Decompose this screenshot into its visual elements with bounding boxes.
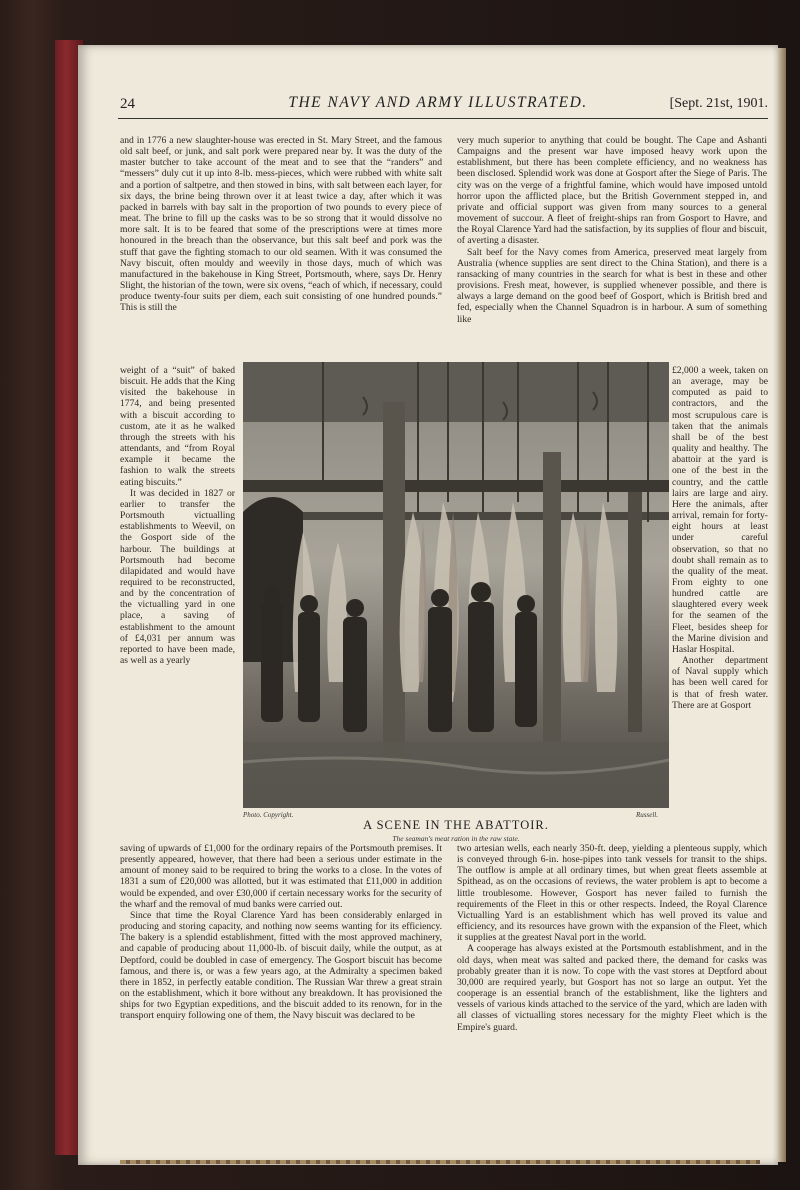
journal-title: THE NAVY AND ARMY ILLUSTRATED. [288,94,588,111]
paragraph: and in 1776 a new slaughter-house was erected in St. Mary Street, and the famous old salt beef, or junk, and salt pork were prepared near by. It was the duty of the master butcher to take account of the meat and to see that the “randers” and “messers” duly cut it up into 8-lb. mess-pieces, which were rubbed with white salt and a portion of saltpetre, and then stowed in bins, with salt between each layer, for six days, the brine being thrown over it at least twice a day, after which it was packed in barrels with bay salt in the proportion of two pounds to every piece of meat. The brine to fill up the casks was to be so strong that it would dissolve no more salt. It is to be feared that some of the prescriptions were at times more honoured in the breach than the observance, but this salt beef and pork was the stuff that gave the fighting stomach to our old seamen. With it was consumed the Navy biscuit, often mouldy and weevily in those days, much of which was manufactured in the bakehouse in King Street, Portsmouth, where, says Dr. Henry Slight, the historian of the town, were six ovens, “each of which, if necessary, could produce twenty-four suits per diem, each suit consisting of one hundred pounds.” This is still the [120,135,443,314]
page-edge [778,48,786,1162]
photo-credit-left: Photo. Copyright. [243,811,294,819]
paragraph: A cooperage has always existed at the Portsmouth establishment, and in the old days, when meat was salted and packed there, the demand for casks was probably greater than it is now. To cope with the vast stores at Deptford about 30,000 are required yearly, but Gosport has not so large an output. Yet the cooperage is an essential branch of the establishment, like the lighters and vessels of various kinds attached to the service of the yard, which are laden with all classes of victualling stores necessary for the mighty Fleet which is the Empire's guard. [457,943,767,1033]
abattoir-photograph [243,362,669,808]
paragraph: weight of a “suit” of baked biscuit. He adds that the King visited the bakehouse in 1774, and being presented with a biscuit according to custom, ate it as he walked through the streets with his attendants, and “from Royal example it became the fashion to walk the streets eating biscuits.” [120,365,235,488]
paragraph: two artesian wells, each nearly 350-ft. deep, yielding a plenteous supply, which is conveyed through 6-in. hose-pipes into tank vessels for transit to the ships. The outflow is ample at all ordinary times, but when great fleets assemble at Spithead, as on the occasions of reviews, the water problem is apt to become a little troublesome. However, Gosport has never failed to furnish the requirements of the Fleet in this or other respects. Indeed, the Royal Clarence Victualling Yard is an establishment which has well proved its value and efficiency, and its resources have grown with the expansion of the Fleet, which it supplies at the greatest Naval port in the world. [457,843,767,944]
column-right-bottom [457,843,767,1033]
issue-date: [Sept. 21st, 1901. [669,96,768,111]
figure-caption-subtitle: The seaman's meat ration in the raw state. [392,834,520,843]
paragraph: very much superior to anything that could be bought. The Cape and Ashanti Campaigns and the present war have imposed heavy work upon the establishment, but there has been complete efficiency, and no weakness has been disclosed. Splendid work was done at Gosport after the Siege of Paris. The city was on the verge of a frightful famine, which would have imposed untold horror upon the afflicted place, but the British Government stepped in, and private and official support was given from many sources to a general movement of succour. A fleet of freight-ships ran from Gosport to Havre, and the Royal Clarence Yard had the satisfaction, by its supplies of flour and biscuit, of averting a disaster. [457,135,767,247]
paragraph: Another department of Naval supply which has been well cared for is that of fresh water. There are at Gosport [672,655,768,711]
figure-caption-title: A SCENE IN THE ABATTOIR. [363,818,549,832]
abattoir-photo-illustration [243,362,669,808]
column-left-bottom [120,843,442,1022]
paragraph: £2,000 a week, taken on an average, may be computed as paid to contractors, and the most scrupulous care is taken that the animals shall be of the best quality and healthy. The abattoir at the yard is one of the best in the country, and the cattle lairs are large and airy. Here the animals, after arrival, remain for forty-eight hours at least under careful observation, so that no doubt shall remain as to the quality of the meat. From eighty to one hundred cattle are slaughtered every week for the seamen of the Fleet, besides sheep for the Marine division and Haslar Hospital. [672,365,768,655]
column-left-top [120,135,442,314]
paragraph: Salt beef for the Navy comes from America, preserved meat largely from Australia (whence supplies are sent direct to the China Station), and there is a ransacking of many countries in the search for what is best in these and other provisions. Fresh meat, however, is supplied whenever possible, and there is always a large demand on the good beef of Gosport, which is British bred and fed, especially when the Channel Squadron is in harbour. A sum of something like [457,246,767,325]
paragraph: Since that time the Royal Clarence Yard has been considerably enlarged in producing and storing capacity, and nothing now seems wanting for its efficiency. The bakery is a splendid establishment, fitted with the most approved machinery, and capable of producing about 11,000-lb. of biscuit daily, while the output, as at Deptford, could be doubled in case of emergency. The Gosport biscuit has become famous, and there is, or was a few years ago, at the Admiralty a specimen baked there in 1852, in perfectly eatable condition. The Russian War threw a great strain on the establishment, which it bore without any breakdown. It has provisioned the ships for two Egyptian expeditions, and the biscuit added to its renown, for in the transport enquiry following one of them, the Navy biscuit was declared to be [120,909,442,1022]
photo-credit-right: Russell. [636,811,658,819]
page-number: 24 [120,96,135,112]
gilt-edge-decoration [120,1160,760,1164]
header-rule [118,118,768,119]
column-right-narrow [672,365,768,711]
column-left-narrow [120,365,235,666]
paragraph: It was decided in 1827 or earlier to transfer the Portsmouth victualling establishments to Weevil, on the Gosport side of the harbour. The buildings at Portsmouth had become dilapidated and would have required to be reconstructed, and by the concentration of the victualling yard in one place, a saving of establishment to the amount of £4,031 per annum was reported to have been made, as well as a yearly [120,487,235,667]
paragraph: saving of upwards of £1,000 for the ordinary repairs of the Portsmouth premises. It presently appeared, however, that there had been a serious under estimate in the amount of money said to be required to bring the works to a close. In the votes of 1831 a sum of £20,000 was allotted, but it was estimated that £11,000 in addition would be expended, and over £30,000 if certain necessary works for the security of the wharf and the removal of mud banks were carried out. [120,843,442,910]
column-right-top [457,135,767,325]
running-header [108,92,768,116]
